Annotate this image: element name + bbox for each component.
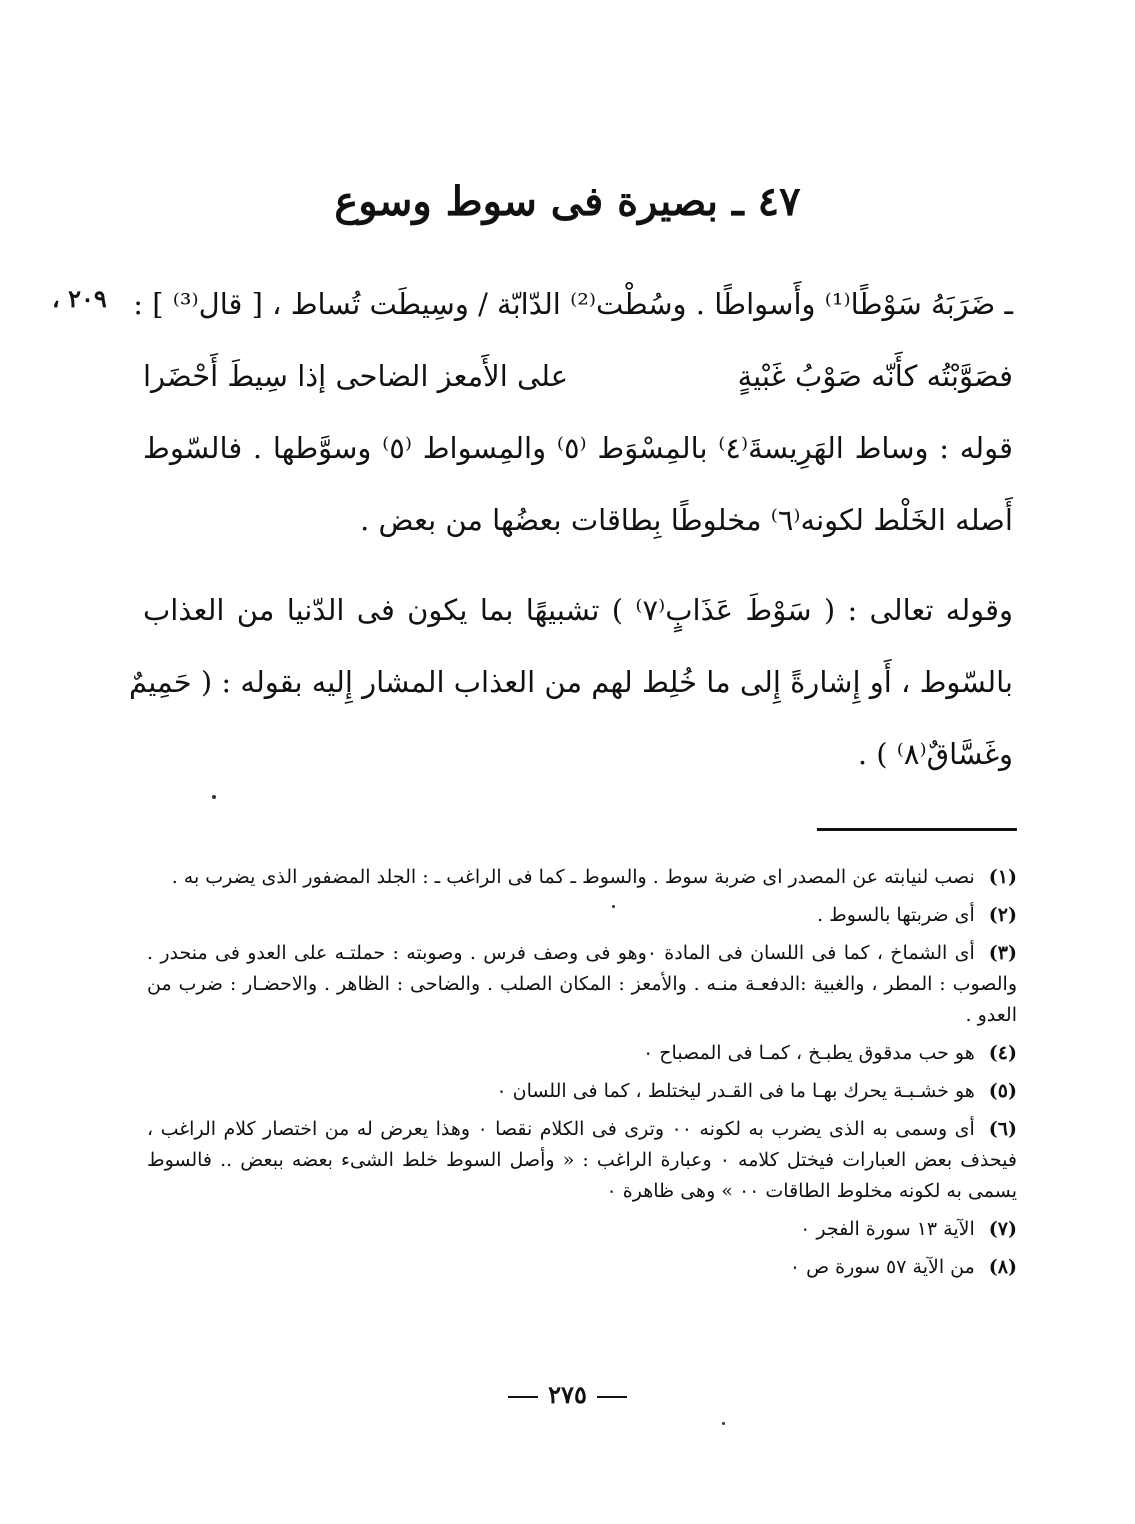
footnote-text: أى وسمى به الذى يضرب به لكونه ٠٠ وترى فى الكلام نقصا ٠ وهذا يعرض له من اختصار كلام الراغب ، فيحذف بعض العبارات فيختل كلامه ٠ وعبارة الراغب : « وأصل السوط خلط الشىء بعضه ببعض .. فالسوط يسمى به لكونه مخلوط الطاقات ٠٠ » وهى ظاهرة ٠ [147,1118,1017,1202]
footnote [147,938,1017,1031]
footnote [147,1038,1017,1069]
poetry-verse [143,340,1013,412]
footnote-number: (٨) [988,1256,1017,1278]
footnote [147,900,1017,931]
scan-speck [722,1422,725,1425]
scan-speck [212,795,216,799]
footnote [147,1076,1017,1107]
footnote-text: هو خشـبـة يحرك بهـا ما فى القـدر ليختلط ، كما فى اللسان ٠ [496,1080,975,1102]
footnote-number: (١) [988,866,1017,888]
footnote-separator [817,828,1017,831]
margin-reference: ٢٠٩ ، [52,284,107,313]
text-line-6: بالسّوط ، أَو إِشارةً إِلى ما خُلِط لهم من العذاب المشار إِليه بقوله : ( حَمِيمٌ [128,665,1013,699]
text-line-3: قوله : وساط الهَرِيسةَ⁽٤⁾ بالمِسْوَط ⁽٥⁾ والمِسواط ⁽٥⁾ وسوَّطها . فالسّوط [143,431,1013,465]
footnote-text: من الآية ٥٧ سورة ص ٠ [789,1256,975,1278]
text-line-1: ـ ضَرَبَهُ سَوْطًا⁽¹⁾ وأَسواطًا . وسُطْت⁽²⁾ الدّابّة / وسِيطَت تُساط ، [ قال⁽³⁾ ] : [133,287,1013,321]
footnote [147,1214,1017,1245]
footnote-number: (٦) [988,1118,1017,1140]
footnote-number: (٥) [988,1080,1017,1102]
footnote-number: (٧) [988,1218,1017,1240]
page-title: ٤٧ ـ بصيرة فى سوط وسوع [334,178,801,225]
footnote-text: أى ضربتها بالسوط . [817,904,975,926]
text-line-7: وغَسَّاقٌ⁽٨⁾ ) . [857,737,1013,771]
text-line-5: وقوله تعالى : ( سَوْطَ عَذَابٍ⁽٧⁾ ) تشبيهًا بما يكون فى الدّنيا من العذاب [143,593,1014,627]
footnote-text: أى الشماخ ، كما فى اللسان فى المادة ٠وهو فى وصف فرس . وصوبته : حملتـه على العدو فى منحدر . والصوب : المطر ، والغبية :الدفعـة منـه . والأمعز : المكان الصلب . والضاحى : الظاهر . والاحضـار : ضرب من العدو . [147,942,1017,1026]
footnotes [147,862,1017,1290]
text-line-4: أَصله الخَلْط لكونه⁽٦⁾ مخلوطًا بِطاقات بعضُها من بعض . [360,503,1013,537]
page-number-value: ٢٧٥ [548,1380,587,1409]
footnote-text: هو حب مدقوق يطبـخ ، كمـا فى المصباح ٠ [643,1042,975,1064]
footnote-text: الآية ١٣ سورة الفجر ٠ [800,1218,975,1240]
footnote [147,1252,1017,1283]
footnote [147,1114,1017,1207]
footnote [147,862,1017,893]
footnote-number: (٤) [988,1042,1017,1064]
scan-speck [612,905,615,908]
footnote-number: (٢) [988,904,1017,926]
verse-first-hemistich: فصَوَّبْتُه كأَنّه صَوْبُ غَبْيةٍ [737,359,1013,393]
footnote-text: نصب لنيابته عن المصدر اى ضربة سوط . والسوط ـ كما فى الراغب ـ : الجلد المضفور الذى يضرب به . [171,866,975,888]
page-number-dash [597,1396,627,1398]
verse-second-hemistich: على الأَمعز الضاحى إذا سِيطَ أَحْضَرا [143,359,569,393]
footnote-number: (٣) [988,942,1017,964]
page-number-dash [508,1396,538,1398]
main-text-paragraph-2 [128,574,1014,790]
main-text [133,268,1013,556]
page-number [0,1380,1135,1409]
